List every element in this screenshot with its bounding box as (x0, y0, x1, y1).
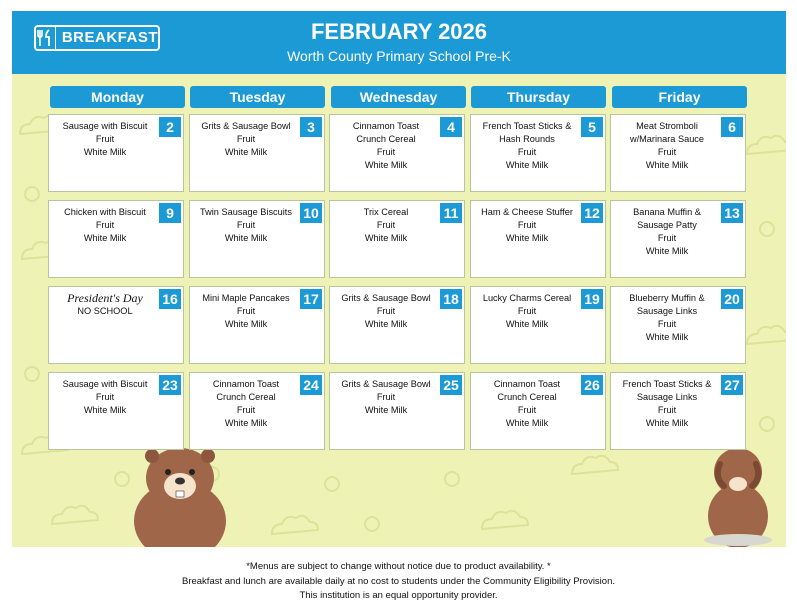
menu-item: White Milk (224, 147, 268, 157)
day-cell (470, 286, 606, 364)
menu-item: Sausage Links (636, 392, 698, 402)
day-cell (189, 286, 325, 364)
menu-item: White Milk (505, 160, 549, 170)
badge-label: BREAKFAST (55, 27, 158, 49)
menu-item: White Milk (505, 233, 549, 243)
menu-item: White Milk (224, 319, 268, 329)
menu-item: Fruit (376, 392, 396, 402)
menu-item: Fruit (95, 134, 115, 144)
menu-item: White Milk (364, 233, 408, 243)
footer-line-availability: *Menus are subject to change without notice due to product availability. * (246, 561, 551, 572)
menu-item: Crunch Cereal (216, 392, 276, 402)
menu-item: White Milk (224, 418, 268, 428)
menu-item: White Milk (364, 160, 408, 170)
day-cell (470, 114, 606, 192)
menu-item: Twin Sausage Biscuits (200, 207, 292, 217)
menu-item: White Milk (645, 418, 689, 428)
menu-list (192, 378, 300, 430)
day-cell (189, 372, 325, 450)
menu-item: Fruit (517, 147, 537, 157)
menu-item: w/Marinara Sauce (629, 134, 705, 144)
menu-item: White Milk (645, 332, 689, 342)
day-cell (329, 114, 465, 192)
menu-item: Fruit (236, 220, 256, 230)
day-cell (610, 114, 746, 192)
menu-item: Fruit (236, 306, 256, 316)
menu-item: Cinnamon Toast (212, 379, 280, 389)
menu-item: White Milk (83, 405, 127, 415)
menu-list (332, 292, 440, 331)
date-number: 23 (159, 375, 181, 395)
menu-item: Hash Rounds (499, 134, 555, 144)
menu-item: Fruit (657, 405, 677, 415)
date-number: 17 (300, 289, 322, 309)
day-cell (610, 200, 746, 278)
day-header-wednesday: Wednesday (331, 86, 466, 108)
menu-list (613, 206, 721, 258)
day-cell (329, 200, 465, 278)
menu-item: Blueberry Muffin & (629, 293, 705, 303)
day-cell (610, 372, 746, 450)
date-number: 4 (440, 117, 462, 137)
day-header-monday: Monday (50, 86, 185, 108)
date-number: 5 (581, 117, 603, 137)
menu-item: Lucky Charms Cereal (482, 293, 572, 303)
day-header-friday: Friday (612, 86, 747, 108)
menu-list (51, 378, 159, 417)
menu-list (473, 206, 581, 245)
day-header-tuesday: Tuesday (190, 86, 325, 108)
menu-item: Fruit (376, 147, 396, 157)
menu-item: White Milk (505, 319, 549, 329)
menu-item: White Milk (645, 246, 689, 256)
menu-item: Fruit (236, 134, 256, 144)
menu-item: Sausage with Biscuit (62, 379, 148, 389)
menu-item: Sausage with Biscuit (62, 121, 148, 131)
menu-item: Banana Muffin & (633, 207, 701, 217)
menu-list (51, 292, 159, 318)
menu-list (473, 378, 581, 430)
menu-list (613, 378, 721, 430)
menu-item: White Milk (83, 233, 127, 243)
menu-item: Grits & Sausage Bowl (341, 379, 431, 389)
day-cell (48, 200, 184, 278)
menu-item: Crunch Cereal (356, 134, 416, 144)
menu-item: White Milk (645, 160, 689, 170)
groundhog-illustration (130, 446, 230, 547)
menu-item: Cinnamon Toast (493, 379, 561, 389)
date-number: 16 (159, 289, 181, 309)
menu-item: Crunch Cereal (497, 392, 557, 402)
day-cell (48, 114, 184, 192)
menu-item: Fruit (517, 405, 537, 415)
menu-item: Fruit (657, 147, 677, 157)
date-number: 19 (581, 289, 603, 309)
menu-item: Grits & Sausage Bowl (201, 121, 291, 131)
holiday-title: President's Day (67, 291, 143, 305)
page-subtitle: Worth County Primary School Pre-K (287, 48, 511, 64)
menu-item: Fruit (657, 233, 677, 243)
day-cell (189, 114, 325, 192)
menu-item: Meat Stromboli (636, 121, 698, 131)
footer-line-cep: Breakfast and lunch are available daily at no cost to students under the Community Eligibility Provision. (181, 575, 615, 587)
menu-list (51, 206, 159, 245)
date-number: 11 (440, 203, 462, 223)
date-number: 12 (581, 203, 603, 223)
menu-item: Fruit (95, 220, 115, 230)
groundhog-hiding-illustration (698, 444, 778, 547)
date-number: 9 (159, 203, 181, 223)
menu-item: Sausage Patty (637, 220, 697, 230)
menu-item: Sausage Links (636, 306, 698, 316)
footer-line-equal-opportunity: This institution is an equal opportunity provider. (299, 590, 498, 601)
menu-item: Fruit (376, 306, 396, 316)
menu-list (613, 292, 721, 344)
date-number: 13 (721, 203, 743, 223)
day-cell (610, 286, 746, 364)
footer-notes (0, 560, 797, 604)
day-cell (470, 372, 606, 450)
day-cell (189, 200, 325, 278)
menu-item: Fruit (95, 392, 115, 402)
menu-list (473, 120, 581, 172)
menu-item: Fruit (657, 319, 677, 329)
menu-item: White Milk (364, 319, 408, 329)
date-number: 3 (300, 117, 322, 137)
date-number: 27 (721, 375, 743, 395)
date-number: 25 (440, 375, 462, 395)
menu-item: White Milk (224, 233, 268, 243)
day-cell (470, 200, 606, 278)
day-cell (329, 286, 465, 364)
menu-item: French Toast Sticks & (622, 379, 712, 389)
menu-list (332, 206, 440, 245)
menu-list (192, 206, 300, 245)
menu-list (192, 292, 300, 331)
menu-item: White Milk (83, 147, 127, 157)
menu-item: NO SCHOOL (77, 306, 133, 316)
menu-list (473, 292, 581, 331)
date-number: 24 (300, 375, 322, 395)
menu-item: White Milk (364, 405, 408, 415)
day-cell (48, 372, 184, 450)
menu-item: Cinnamon Toast (352, 121, 420, 131)
menu-item: Fruit (236, 405, 256, 415)
date-number: 18 (440, 289, 462, 309)
date-number: 2 (159, 117, 181, 137)
day-cell (329, 372, 465, 450)
menu-item: Chicken with Biscuit (64, 207, 146, 217)
menu-item: Trix Cereal (363, 207, 409, 217)
date-number: 26 (581, 375, 603, 395)
day-header-thursday: Thursday (471, 86, 606, 108)
menu-item: Fruit (376, 220, 396, 230)
menu-item: Fruit (517, 220, 537, 230)
menu-list (332, 378, 440, 417)
menu-list (51, 120, 159, 159)
menu-item: White Milk (505, 418, 549, 428)
menu-list (613, 120, 721, 172)
menu-item: Ham & Cheese Stuffer (481, 207, 573, 217)
page-title: FEBRUARY 2026 (310, 19, 488, 44)
menu-list (332, 120, 440, 172)
date-number: 20 (721, 289, 743, 309)
menu-item: French Toast Sticks & (482, 121, 572, 131)
menu-item: Grits & Sausage Bowl (341, 293, 431, 303)
date-number: 10 (300, 203, 322, 223)
day-cell (48, 286, 184, 364)
header-banner (12, 11, 786, 74)
date-number: 6 (721, 117, 743, 137)
menu-list (192, 120, 300, 159)
menu-item: Fruit (517, 306, 537, 316)
menu-item: Mini Maple Pancakes (202, 293, 290, 303)
